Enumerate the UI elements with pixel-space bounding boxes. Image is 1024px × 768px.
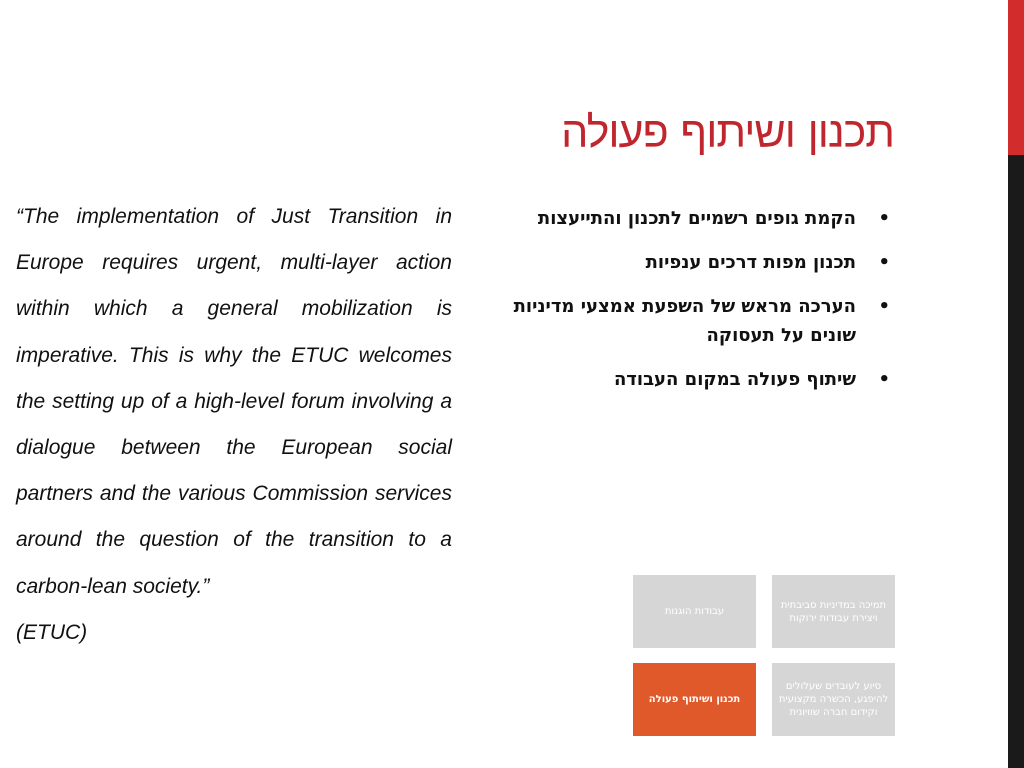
tile-fair-jobs[interactable] — [633, 575, 756, 648]
slide-title: תכנון ושיתוף פעולה — [561, 108, 894, 158]
tile-worker-support[interactable] — [772, 663, 895, 736]
bullet-item: • שיתוף פעולה במקום העבודה — [510, 365, 894, 394]
bullet-item: • תכנון מפות דרכים ענפיות — [510, 248, 894, 277]
tile-label: סיוע לעובדים שעלולים להיפגע, הכשרה מקצועית וקידום חברה שוויונית — [778, 681, 889, 718]
sidebar-accent-red — [1008, 0, 1024, 155]
tile-planning-active[interactable] — [633, 663, 756, 736]
tile-label: תמיכה במדיניות סביבתית ויצירת עבודות ירוקות — [780, 599, 887, 624]
sidebar-accent-dark — [1008, 155, 1024, 768]
bullet-item: • הקמת גופים רשמיים לתכנון והתייעצות — [510, 204, 894, 233]
quote-text: “The implementation of Just Transition in Europe requires urgent, multi-layer action within which a general mobilization is imperative. This is why the ETUC welcomes the setting up of a high-level forum involving a dialogue between the European social partners and the various Commission services around the question of the transition to a carbon-lean society.” — [16, 205, 452, 598]
etuc-quote — [16, 194, 452, 656]
tile-label: תכנון ושיתוף פעולה — [648, 694, 741, 705]
quote-source: (ETUC) — [16, 620, 88, 644]
tile-green-policy[interactable] — [772, 575, 895, 648]
tile-label: עבודות הוגנות — [664, 606, 725, 617]
bullet-item: • הערכה מראש של השפעת אמצעי מדיניות שונים על תעסוקה — [510, 292, 894, 350]
bullet-list — [510, 204, 894, 409]
